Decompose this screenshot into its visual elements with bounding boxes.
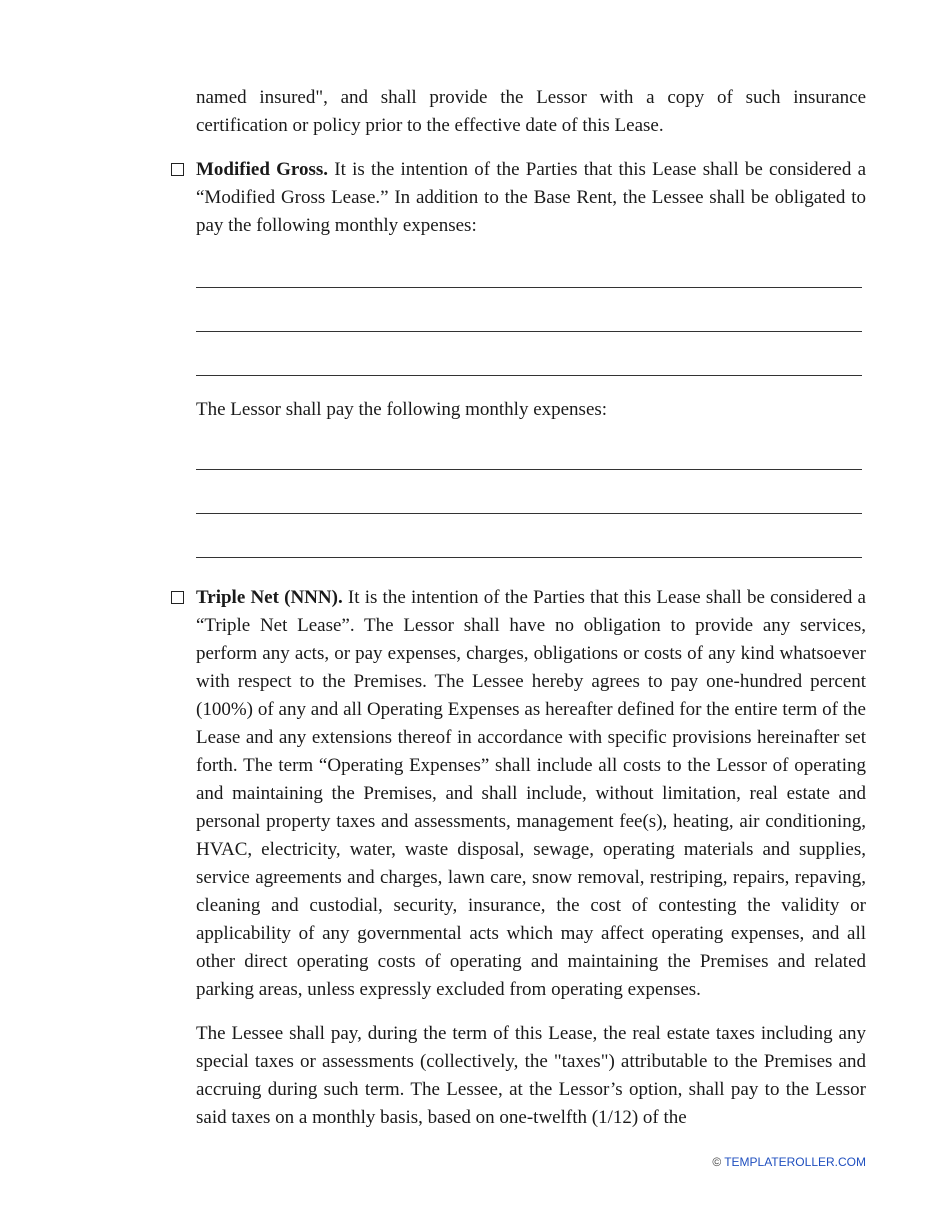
lessor-expense-line-3[interactable] — [196, 518, 866, 562]
templateroller-link[interactable]: TEMPLATEROLLER.COM — [724, 1155, 866, 1169]
lessee-expense-line-3[interactable] — [196, 336, 866, 380]
modified-gross-text: It is the intention of the Parties that this Lease shall be considered a “Modified Gross Lease.” In addition to the Base Rent, the Lessee shall be obligated to pay the following monthly expenses: — [196, 159, 866, 236]
triple-net-text: It is the intention of the Parties that this Lease shall be considered a “Triple Net Lease”. The Lessor shall have no obligation to provide any services, perform any acts, or pay expenses, charges, obligations or costs of any kind whatsoever with respect to the Premises. The Lessee hereby agrees to pay one-hundred percent (100%) of any and all Operating Expenses as hereafter defined for the entire term of the Lease and any extensions thereof in accordance with specific provisions hereinafter set forth. The term “Operating Expenses” shall include all costs to the Lessor of operating and maintaining the Premises, and shall include, without limitation, real estate and personal property taxes and assessments, management fee(s), heating, air conditioning, HVAC, electricity, water, waste disposal, sewage, operating materials and supplies, service agreements and charges, lawn care, snow removal, restriping, repairs, repaving, cleaning and custodial, security, insurance, the cost of contesting the validity or applicability of any governmental acts which may affect operating expenses, and all other direct operating costs of operating and maintaining the Premises and related parking areas, unless expressly excluded from operating expenses. — [196, 587, 866, 1000]
taxes-paragraph: The Lessee shall pay, during the term of this Lease, the real estate taxes including any special taxes or assessments (collectively, the "taxes") attributable to the Premises and accruing during such term. The Lessee, at the Lessor’s option, shall pay to the Lessor said taxes on a monthly basis, based on one-twelfth (1/12) of the — [196, 1023, 866, 1128]
triple-net-option — [196, 584, 866, 1004]
lessor-expense-line-1[interactable] — [196, 424, 866, 474]
modified-gross-heading: Modified Gross. — [196, 159, 329, 180]
modified-gross-option — [196, 156, 866, 240]
triple-net-paragraph — [196, 584, 866, 1004]
footer — [712, 1155, 866, 1169]
modified-gross-checkbox[interactable] — [171, 163, 184, 176]
copyright-symbol: © — [712, 1155, 722, 1169]
lessor-expense-line-2[interactable] — [196, 474, 866, 518]
triple-net-checkbox[interactable] — [171, 591, 184, 604]
modified-gross-paragraph — [196, 156, 866, 240]
intro-paragraph: named insured", and shall provide the Lessor with a copy of such insurance certification or policy prior to the effective date of this Lease. — [196, 87, 866, 136]
triple-net-heading: Triple Net (NNN). — [196, 587, 343, 608]
document-page — [196, 84, 866, 1132]
lessee-expense-line-2[interactable] — [196, 292, 866, 336]
lessee-expense-line-1[interactable] — [196, 240, 866, 292]
lessor-expenses-paragraph: The Lessor shall pay the following monthly expenses: — [196, 399, 608, 420]
